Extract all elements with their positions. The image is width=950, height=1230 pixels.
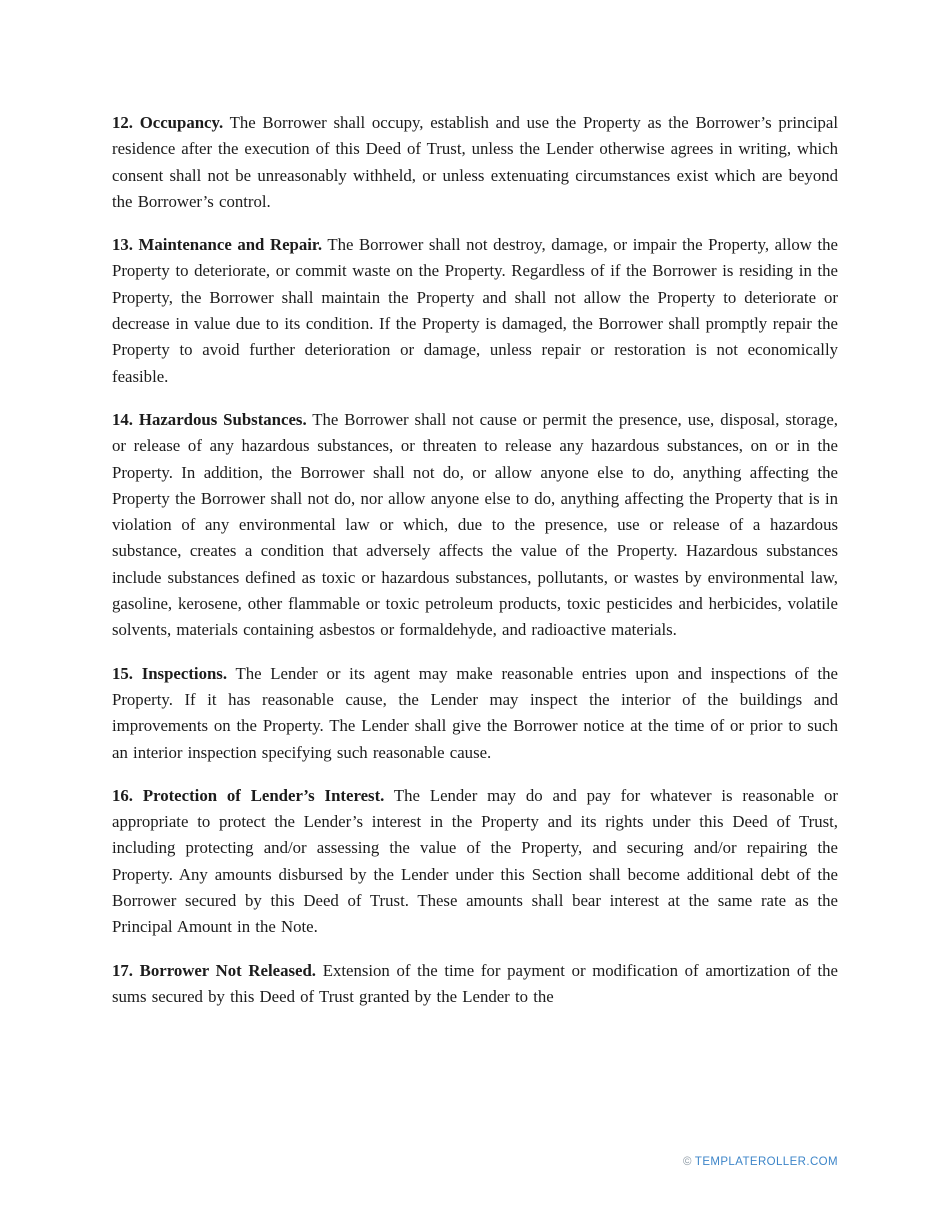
section-body: The Lender may do and pay for whatever is reasonable or appropriate to protect the Lender’s interest in the Property and its rights under this Deed of Trust, including protecting and/or assessing the value of the Property, and securing and/or repairing the Property. Any amounts disbursed by the Lender under this Section shall become additional debt of the Borrower secured by this Deed of Trust. These amounts shall bear interest at the same rate as the Principal Amount in the Note. xyxy=(112,785,838,937)
section-heading: 16. Protection of Lender’s Interest. xyxy=(112,785,385,805)
section-body: The Borrower shall occupy, establish and use the Property as the Borrower’s principal residence after the execution of this Deed of Trust, unless the Lender otherwise agrees in writing, which consent shall not be unreasonably withheld, or unless extenuating circumstances exist which are beyond the Borrower’s control. xyxy=(112,113,838,211)
section-heading: 14. Hazardous Substances. xyxy=(112,409,307,429)
document-page xyxy=(112,110,838,1027)
section-body: The Borrower shall not cause or permit the presence, use, disposal, storage, or release of any hazardous substances, or threaten to release any hazardous substances, on or in the Property. In addition, the Borrower shall not do, or allow anyone else to do, anything affecting the Property the Borrower shall not do, nor allow anyone else to do, anything affecting the Property that is in violation of any environmental law or which, due to the presence, use or release of a hazardous substance, creates a condition that adversely affects the value of the Property. Hazardous substances include substances defined as toxic or hazardous substances, pollutants, or wastes by environmental law, gasoline, kerosene, other flammable or toxic petroleum products, toxic pesticides and herbicides, volatile solvents, materials containing asbestos or formaldehyde, and radioactive materials. xyxy=(112,409,838,640)
section-paragraph xyxy=(112,110,838,215)
section-paragraph xyxy=(112,783,838,941)
section-paragraph xyxy=(112,958,838,1011)
section-body: The Borrower shall not destroy, damage, or impair the Property, allow the Property to deteriorate, or commit waste on the Property. Regardless of if the Borrower is residing in the Property, the Borrower shall maintain the Property and shall not allow the Property to deteriorate or decrease in value due to its condition. If the Property is damaged, the Borrower shall promptly repair the Property to avoid further deterioration or damage, unless repair or restoration is not economically feasible. xyxy=(112,235,839,386)
section-paragraph xyxy=(112,232,838,390)
templateroller-link[interactable]: TEMPLATEROLLER.COM xyxy=(694,1156,838,1168)
section-body: The Lender or its agent may make reasonable entries upon and inspections of the Property. If it has reasonable cause, the Lender may inspect the interior of the buildings and improvements on the Property. The Lender shall give the Borrower notice at the time of or prior to such an interior inspection specifying such reasonable cause. xyxy=(112,663,838,762)
copyright-symbol: © xyxy=(683,1156,692,1168)
section-heading: 12. Occupancy. xyxy=(112,113,224,132)
section-heading: 13. Maintenance and Repair. xyxy=(112,235,323,255)
section-paragraph xyxy=(112,407,838,644)
section-heading: 17. Borrower Not Released. xyxy=(112,960,316,980)
section-heading: 15. Inspections. xyxy=(112,663,228,683)
section-body: Extension of the time for payment or modification of amortization of the sums secured by this Deed of Trust granted by the Lender to the xyxy=(112,960,838,1006)
page-footer xyxy=(683,1156,838,1168)
section-paragraph xyxy=(112,661,838,766)
